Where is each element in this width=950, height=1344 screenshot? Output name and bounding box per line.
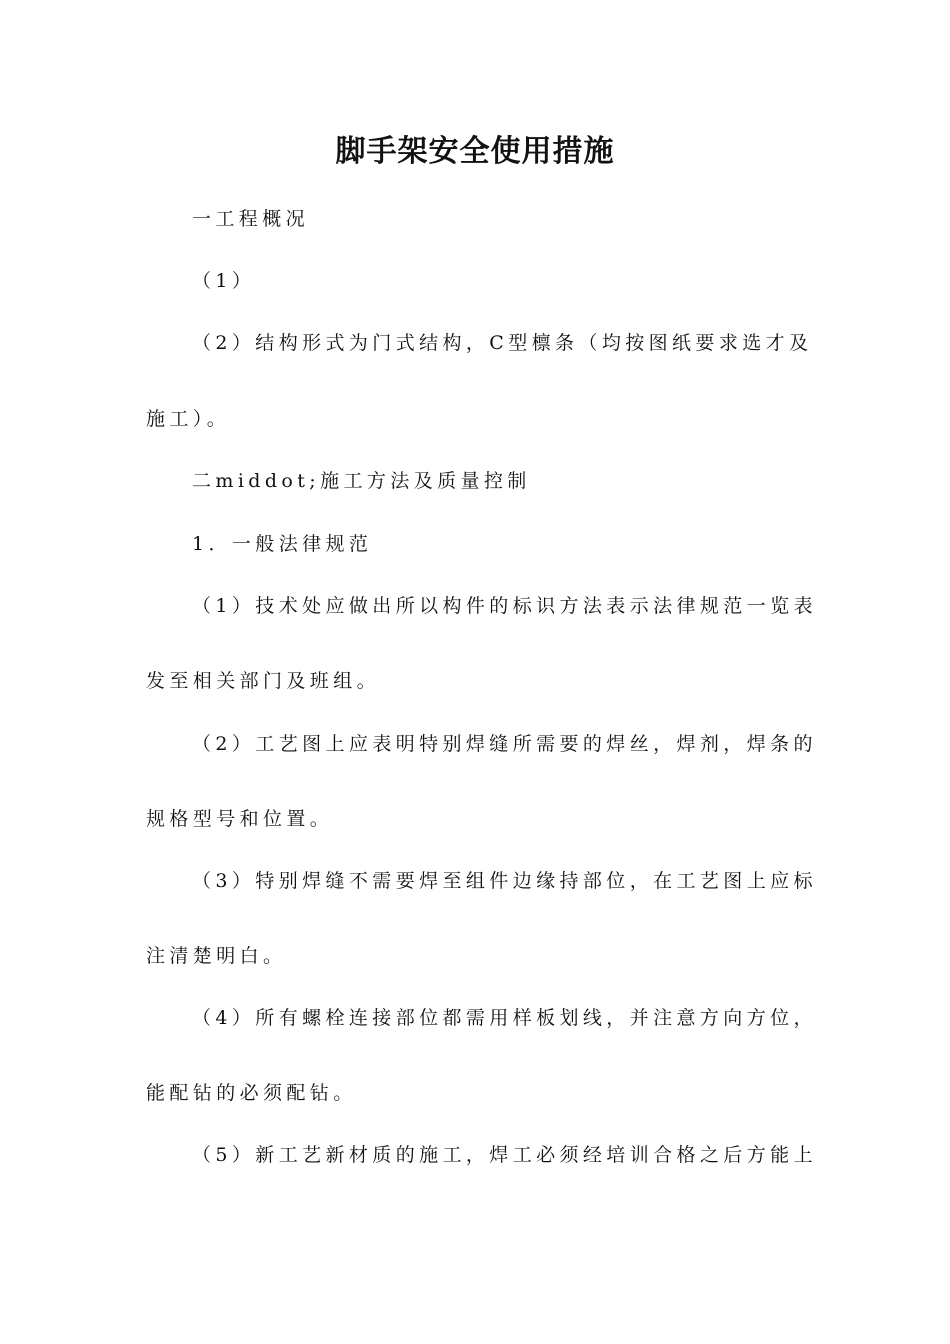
paragraph-line: （5）新工艺新材质的施工，焊工必须经培训合格之后方能上: [192, 1144, 817, 1166]
paragraph-line: 注清楚明白。: [146, 945, 287, 967]
paragraph-line: 发至相关部门及班组。: [146, 670, 381, 692]
section-heading-methods: 二middot;施工方法及质量控制: [192, 470, 531, 492]
paragraph-line: 施工）。: [146, 408, 231, 430]
paragraph-line: （1）: [192, 270, 256, 292]
paragraph-line: （2）工艺图上应表明特别焊缝所需要的焊丝，焊剂，焊条的: [192, 733, 817, 755]
paragraph-line: （2）结构形式为门式结构，C型檩条（均按图纸要求选才及: [192, 332, 813, 354]
paragraph-line: （1）技术处应做出所以构件的标识方法表示法律规范一览表: [192, 595, 817, 617]
paragraph-line: 规格型号和位置。: [146, 808, 334, 830]
paragraph-line: 能配钻的必须配钻。: [146, 1082, 357, 1104]
section-heading-overview: 一工程概况: [192, 208, 310, 230]
subsection-heading: 1．一般法律规范: [192, 533, 373, 555]
paragraph-line: （4）所有螺栓连接部位都需用样板划线，并注意方向方位，: [192, 1007, 817, 1029]
document-title: 脚手架安全使用措施: [335, 134, 615, 169]
paragraph-line: （3）特别焊缝不需要焊至组件边缘持部位，在工艺图上应标: [192, 870, 817, 892]
